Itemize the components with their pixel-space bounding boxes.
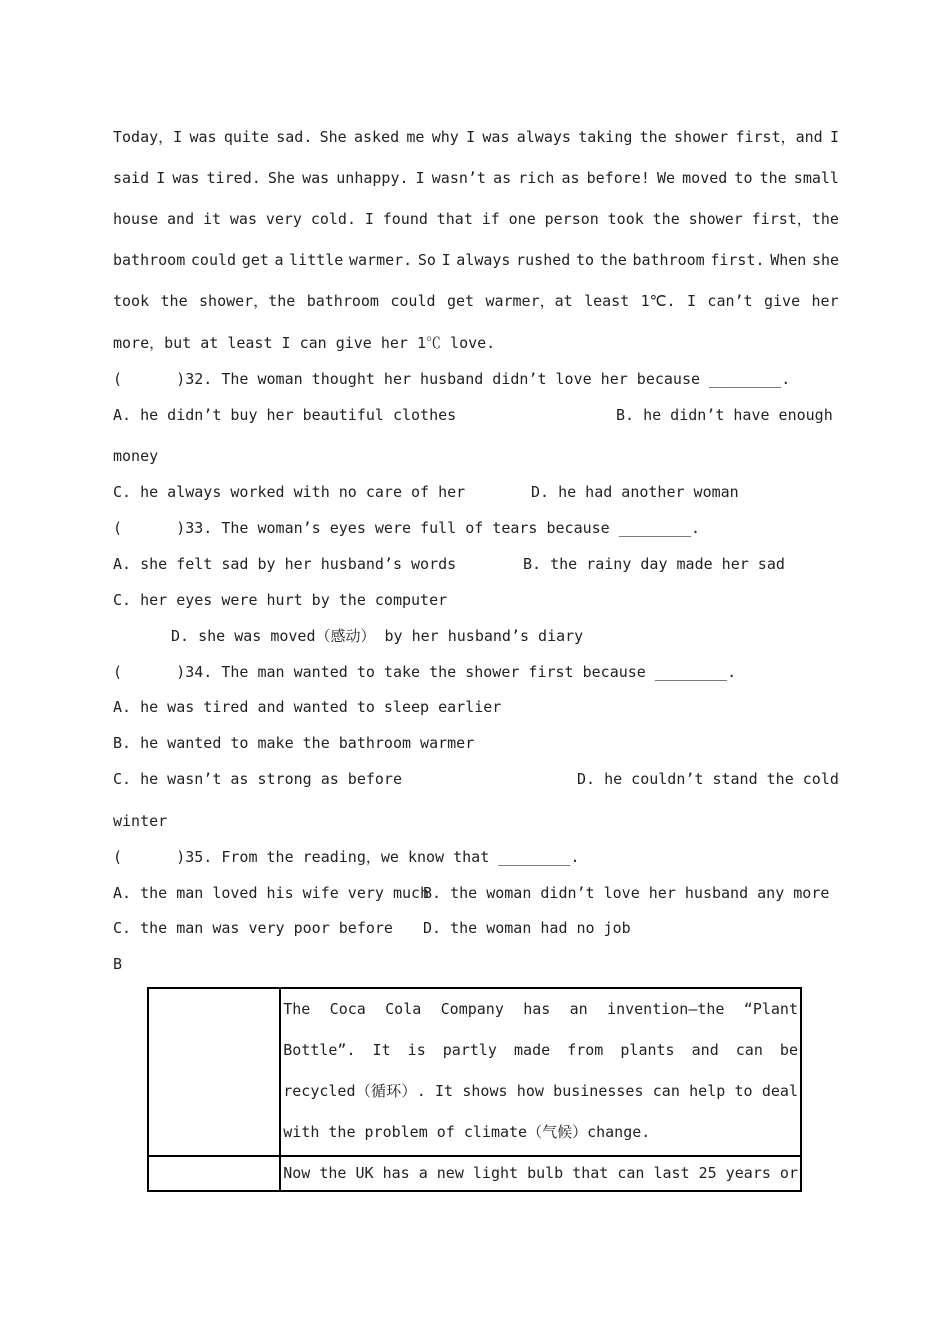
passage-line-1: Today，I was quite sad. She asked me why I was always taking the shower first，and I xyxy=(113,128,840,146)
passage-line-5: took the shower，the bathroom could get warmer，at least 1℃. I can’t give her xyxy=(113,292,839,310)
passage-line-3: house and it was very cold. I found that if one person took the shower first，the xyxy=(113,210,839,228)
question-35-option-b: B. the woman didn’t love her husband any more xyxy=(423,884,830,902)
question-34-option-c: C. he wasn’t as strong as before xyxy=(113,770,402,788)
question-32-option-a: A. he didn’t buy her beautiful clothes xyxy=(113,406,457,424)
question-32-option-d: D. he had another woman xyxy=(531,483,739,501)
question-35-option-d: D. the woman had no job xyxy=(423,919,631,937)
question-34-option-a: A. he was tired and wanted to sleep earlier xyxy=(113,698,502,716)
passage-line-6: more，but at least I can give her 1℃ love. xyxy=(113,334,496,352)
question-34-option-d-cont: winter xyxy=(113,812,168,830)
table-row xyxy=(148,988,801,1156)
question-33-option-a: A. she felt sad by her husband’s words xyxy=(113,555,457,573)
reading-table xyxy=(147,987,802,1192)
question-34-option-b: B. he wanted to make the bathroom warmer xyxy=(113,734,475,752)
question-32-option-c: C. he always worked with no care of her xyxy=(113,483,466,501)
passage-line-2: said I was tired. She was unhappy. I wasn’t as rich as before! We moved to the small xyxy=(113,169,839,187)
question-32-stem: ( )32. The woman thought her husband didn’t love her because ________. xyxy=(113,370,791,388)
section-b-label: B xyxy=(113,955,123,973)
light-bulb-paragraph: Now the UK has a new light bulb that can last 25 years or xyxy=(283,1164,798,1182)
question-35-stem: ( )35. From the reading，we know that ________. xyxy=(113,848,580,866)
table-cell-text xyxy=(280,988,801,1156)
table-cell-text xyxy=(280,1156,801,1191)
question-35-option-c: C. the man was very poor before xyxy=(113,919,393,937)
question-32-option-b: B. he didn’t have enough xyxy=(616,406,833,424)
plant-bottle-paragraph: The Coca Cola Company has an invention—the “Plant Bottle”. It is partly made from plants and can be recycled（循环）. It shows how businesses can help to deal with the problem of climate（气候）change. xyxy=(283,1000,798,1141)
question-35-option-a: A. the man loved his wife very much xyxy=(113,884,430,902)
question-32-option-b-cont: money xyxy=(113,447,159,465)
question-33-option-c: C. her eyes were hurt by the computer xyxy=(113,591,448,609)
table-row xyxy=(148,1156,801,1191)
question-34-stem: ( )34. The man wanted to take the shower first because ________. xyxy=(113,663,737,681)
table-cell-empty xyxy=(148,1156,280,1191)
question-34-option-d: D. he couldn’t stand the cold xyxy=(577,770,839,788)
table-cell-empty xyxy=(148,988,280,1156)
question-33-option-b: B. the rainy day made her sad xyxy=(523,555,785,573)
question-33-stem: ( )33. The woman’s eyes were full of tears because ________. xyxy=(113,519,700,537)
question-33-option-d: D. she was moved（感动） by her husband’s diary xyxy=(171,627,584,645)
passage-line-4: bathroom could get a little warmer. So I always rushed to the bathroom first. When she xyxy=(113,251,840,269)
